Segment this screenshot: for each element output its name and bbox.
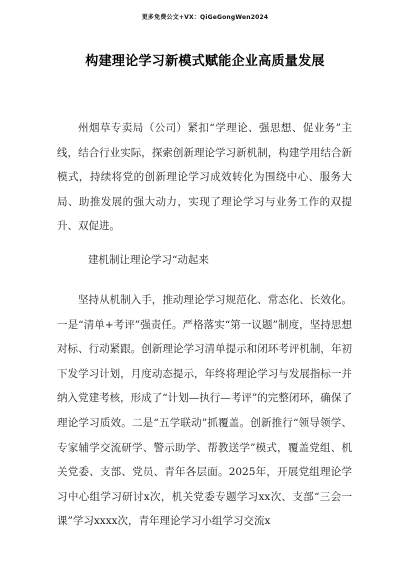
document-title: 构建理论学习新模式赋能企业高质量发展 <box>85 54 325 69</box>
header-note: 更多免费公文+VX：QiGeGongWen2024 <box>141 14 269 21</box>
body-paragraph: 坚持从机制入手，推动理论学习规范化、常态化、长效化。一是“清单+考评”强责任。严格落实“第一议题”制度，坚持思想对标、行动紧跟。创新理论学习清单提示和闭环考评机制，年初下发学习计划，月度动态提示，年终将理论学习与发展指标一并纳入党建考核，形成了“计划—执行—考评”的完整闭环，确保了理论学习质效。二是“五学联动”抓覆盖。创新推行“领导领学、专家辅学交流研学、警示助学、帮教送学”模式，覆盖党组、机关党委、支部、党员、青年各层面。2025年，开展党组理论学习中心组学习研讨x次，机关党委专题学习xx次、支部“三会一课”学习xxxx次，青年理论学习小组学习交流x <box>57 294 352 528</box>
section-heading: 建机制让理论学习“动起来 <box>88 254 209 266</box>
intro-paragraph: 州烟草专卖局（公司）紧扣“学理论、强思想、促业务”主线，结合行业实际，探索创新理论学习新机制，构建学用结合新模式，持续将党的创新理论学习成效转化为围绕中心、服务大局、助推发展的强大动力，实现了理论学习与业务工作的双提升、双促进。 <box>57 122 352 233</box>
